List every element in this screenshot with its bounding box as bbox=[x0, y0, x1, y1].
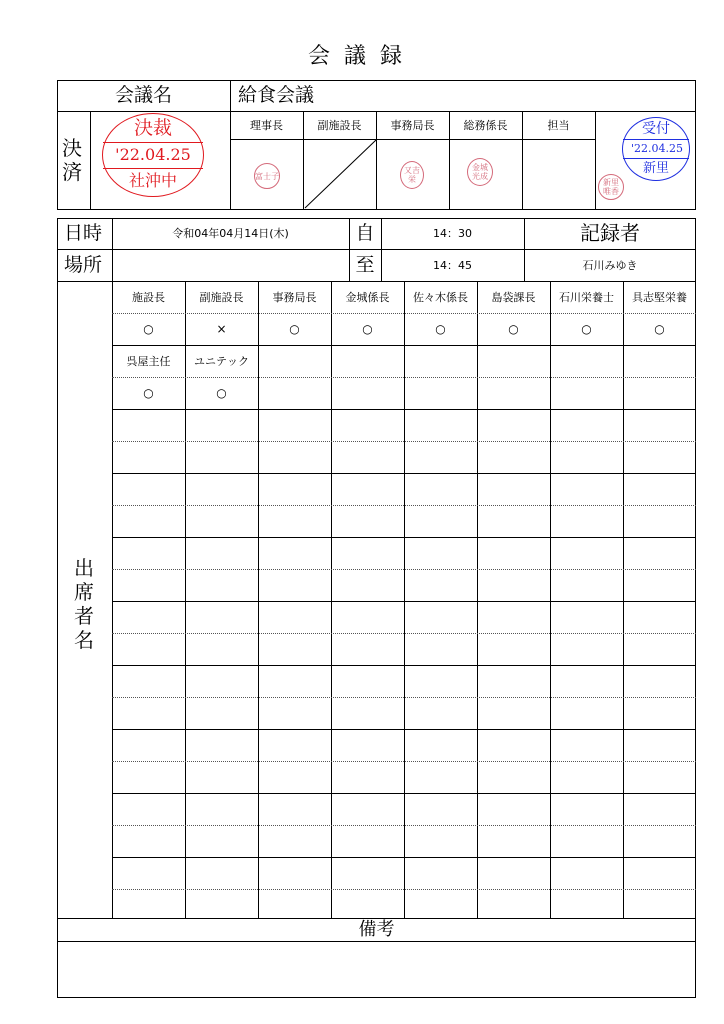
attendance-mark: ○ bbox=[143, 322, 154, 336]
approval-label-1: 決 bbox=[62, 136, 82, 160]
attendee-name: 島袋課長 bbox=[491, 291, 536, 304]
attendance-mark: ○ bbox=[289, 322, 300, 336]
attendee-name: 石川栄養士 bbox=[559, 291, 614, 304]
attendance-mark: ○ bbox=[581, 322, 592, 336]
seal-secretary-general: 又吉栄 bbox=[400, 161, 424, 189]
meeting-name-value: 給食会議 bbox=[238, 84, 315, 106]
attendance-mark: ○ bbox=[143, 386, 154, 400]
strike-line bbox=[303, 139, 376, 210]
uketsuke-stamp-bottom: 新里 bbox=[642, 161, 669, 176]
from-label: 自 bbox=[355, 222, 375, 244]
to-value: 14：45 bbox=[433, 259, 472, 272]
datetime-label: 日時 bbox=[64, 222, 103, 244]
attendee-name: 具志堅栄養 bbox=[632, 291, 687, 304]
kessai-stamp-top: 決裁 bbox=[133, 117, 172, 139]
recorder-value: 石川みゆき bbox=[582, 259, 638, 272]
attendee-name: 金城係長 bbox=[345, 291, 390, 304]
datetime-value: 令和04年04月14日(木) bbox=[172, 227, 289, 240]
attendee-name: 事務局長 bbox=[272, 291, 317, 304]
attendee-name: 副施設長 bbox=[199, 291, 244, 304]
attendance-mark: ○ bbox=[435, 322, 446, 336]
attendee-name: 呉屋主任 bbox=[126, 355, 171, 368]
attendance-mark: ○ bbox=[362, 322, 373, 336]
seal-staff: 新里唯香 bbox=[598, 174, 624, 200]
approval-col-secretary-general: 事務局長 bbox=[390, 119, 435, 132]
meeting-name-label: 会議名 bbox=[114, 84, 172, 106]
attendance-mark: ○ bbox=[216, 386, 227, 400]
attendance-mark: ○ bbox=[654, 322, 665, 336]
kessai-stamp-date: '22.04.25 bbox=[115, 145, 191, 164]
kessai-stamp-bottom: 社沖中 bbox=[128, 171, 177, 190]
from-value: 14：30 bbox=[433, 227, 472, 240]
approval-label-2: 済 bbox=[62, 160, 82, 184]
kessai-stamp bbox=[102, 113, 204, 197]
uketsuke-stamp-date: '22.04.25 bbox=[630, 142, 683, 155]
seal-general-affairs: 金城光成 bbox=[467, 158, 493, 186]
uketsuke-stamp bbox=[622, 117, 690, 181]
attendance-mark: ○ bbox=[508, 322, 519, 336]
place-label: 場所 bbox=[64, 254, 103, 276]
approval-col-vice-director: 副施設長 bbox=[317, 119, 362, 132]
attendance-mark: × bbox=[216, 322, 227, 336]
to-label: 至 bbox=[355, 254, 375, 276]
attendee-name: ユニテック bbox=[194, 355, 249, 368]
approval-col-chairman: 理事長 bbox=[250, 119, 283, 132]
page-title: 会議録 bbox=[307, 44, 416, 69]
recorder-label: 記録者 bbox=[580, 221, 640, 245]
uketsuke-stamp-top: 受付 bbox=[642, 121, 670, 137]
attendees-label: 出 席 者 名 bbox=[74, 556, 94, 652]
attendee-name: 施設長 bbox=[132, 291, 165, 304]
approval-col-general-affairs: 総務係長 bbox=[463, 119, 508, 132]
remarks-label: 備考 bbox=[358, 919, 395, 940]
approval-col-staff: 担当 bbox=[547, 119, 570, 132]
seal-chairman: 富士子 bbox=[254, 163, 280, 189]
attendee-name: 佐々木係長 bbox=[413, 291, 468, 304]
